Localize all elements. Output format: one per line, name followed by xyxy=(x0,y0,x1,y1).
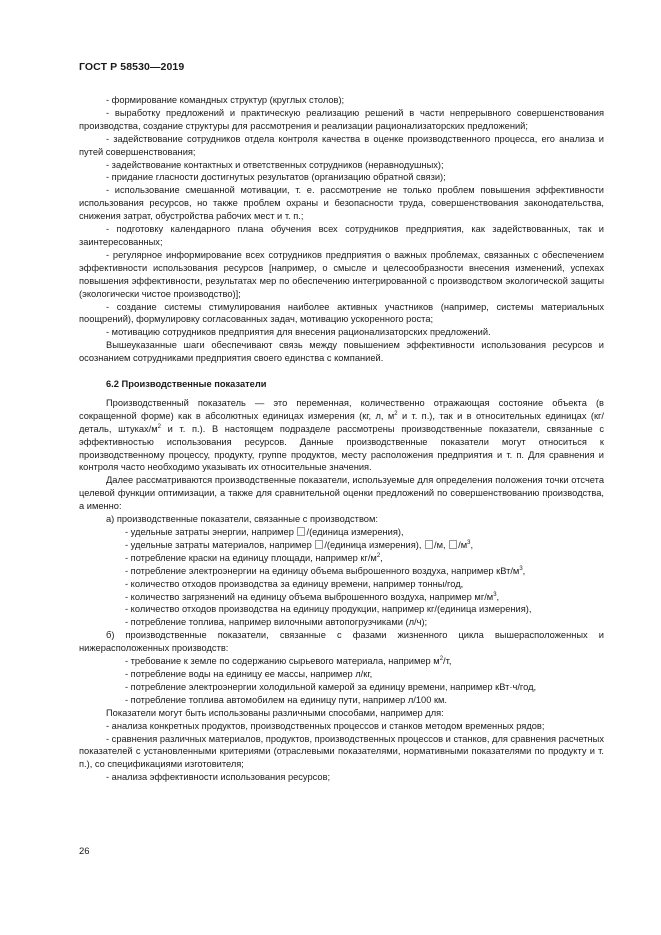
list-item: - потребление электроэнергии на единицу объема выброшенного воздуха, например кВт/$м^3$, xyxy=(125,565,526,576)
list-item: - количество отходов производства на единицу продукции, например кг/(единица измерения), xyxy=(125,604,532,615)
list-item: - формирование командных структур (круглых столов); xyxy=(106,95,345,105)
list-item: - потребление электроэнергии холодильной камерой за единицу времени, например кВт·ч/год, xyxy=(125,681,537,692)
list-item: - задействование контактных и ответственных сотрудников (неравнодушных); xyxy=(106,159,444,170)
list-item: - создание системы стимулирования наиболее активных участников (например, системы материальных поощрений), формулировку согласованных задач, мотивацию ускоренного роста; xyxy=(79,301,604,325)
list-item: - количество загрязнений на единицу объема выброшенного воздуха, например $мг/м^3$, xyxy=(125,591,500,602)
list-item: - использование смешанной мотивации, т. е. рассмотрение не только проблем повышения эффективности использования ресурсов, но также проблем охраны и безопасности труда, совершенствования законодательства, снижения затрат, обустройства рабочих мест и т. п.; xyxy=(79,185,604,222)
list-item: - удельные затраты энергии, например /(единица измерения), xyxy=(125,527,404,537)
usage-intro: Показатели могут быть использованы различными способами, например для: xyxy=(106,707,444,718)
list-item: - сравнения различных материалов, продуктов, производственных процессов и станков, для сравнения расчетных показателей с установленными критериями (отраслевыми показателями, нормативными показателями по продукту и т. п.), со спецификациями изготовителя; xyxy=(79,733,604,770)
intro-paragraph: Далее рассматриваются производственные показатели, используемые для определения положения точки отсчета целевой функции оптимизации, а также для сравнительной оценки предложений по совершенствованию производства, а именно: xyxy=(79,475,604,512)
list-item: - потребление топлива, например вилочными автопогрузчиками (л/ч); xyxy=(125,617,428,628)
definition-paragraph: Производственный показатель — это переменная, количественно отражающая состояние объекта (в сокращенной форме) как в абсолютных единицах измерения (кг, л, $м^2$ и т. п.), так и в относительных единицах (кг/деталь, штуках/$м^2$ и т. п.). В настоящем подразделе рассмотрены производственные показатели, связанные с эффективностью использования ресурсов. Данные производственные показатели могут относиться к производственному процессу, продукту, группе продуктов, месту расположения предприятия и т. п. Для сравнения и контроля часто необходимо указывать их относительные значения. xyxy=(79,397,604,473)
list-item: - количество отходов производства за единицу времени, например тонны/год, xyxy=(125,578,464,589)
list-item: - потребление воды на единицу ее массы, например л/кг, xyxy=(125,668,373,679)
missing-glyph-icon xyxy=(425,540,433,549)
list-item: - регулярное информирование всех сотрудников предприятия о важных проблемах, связанных с обеспечением эффективности использования ресурсов [например, о смысле и целесообразности внесения изменений, успехах повышения эффективности, результатах мер по обеспечению интегрированной с производством экологической защиты (экологически чистое производство)]; xyxy=(79,249,604,299)
list-item: - задействование сотрудников отдела контроля качества в оценке производственного процесса, его анализа и путей совершенствования; xyxy=(79,133,604,157)
group-b-title: б) производственные показатели, связанные с фазами жизненного цикла вышерасположенных и нижерасположенных производств: xyxy=(79,630,604,654)
missing-glyph-icon xyxy=(297,527,305,536)
list-item: - выработку предложений и практическую реализацию решений в части непрерывного совершенствования производства, создание структуры для рассмотрения и реализации рационализаторских предложений; xyxy=(79,107,604,131)
list-item: - требование к земле по содержанию сырьевого материала, например $м^2/т$, xyxy=(125,655,452,667)
list-item: - анализа эффективности использования ресурсов; xyxy=(106,772,331,783)
missing-glyph-icon xyxy=(449,540,457,549)
group-a-title: а) производственные показатели, связанные с производством: xyxy=(106,514,378,525)
page-number: 26 xyxy=(79,846,90,857)
document-header: ГОСТ Р 58530—2019 xyxy=(79,61,185,73)
list-item: - подготовку календарного плана обучения всех сотрудников предприятия, как задействованных, так и заинтересованных; xyxy=(79,224,604,247)
list-item: - мотивацию сотрудников предприятия для внесения рационализаторских предложений. xyxy=(106,327,491,338)
list-item: - потребление краски на единицу площади, например $кг/м^2$, xyxy=(125,552,383,563)
summary-paragraph: Вышеуказанные шаги обеспечивают связь между повышением эффективности использования ресурсов и осознанием сотрудниками предприятия своего единства с компанией. xyxy=(79,340,604,364)
list-item: - удельные затраты материалов, например /(единица измерения), /м, $/м^3$, xyxy=(125,539,474,550)
missing-glyph-icon xyxy=(315,540,323,549)
section-title: 6.2 Производственные показатели xyxy=(106,379,267,390)
list-item: - анализа конкретных продуктов, производственных процессов и станков методом временных рядов; xyxy=(106,720,545,731)
list-item: - придание гласности достигнутых результатов (организацию обратной связи); xyxy=(106,172,446,183)
list-item: - потребление топлива автомобилем на единицу пути, например л/100 км. xyxy=(125,694,448,705)
page-content xyxy=(79,94,604,784)
